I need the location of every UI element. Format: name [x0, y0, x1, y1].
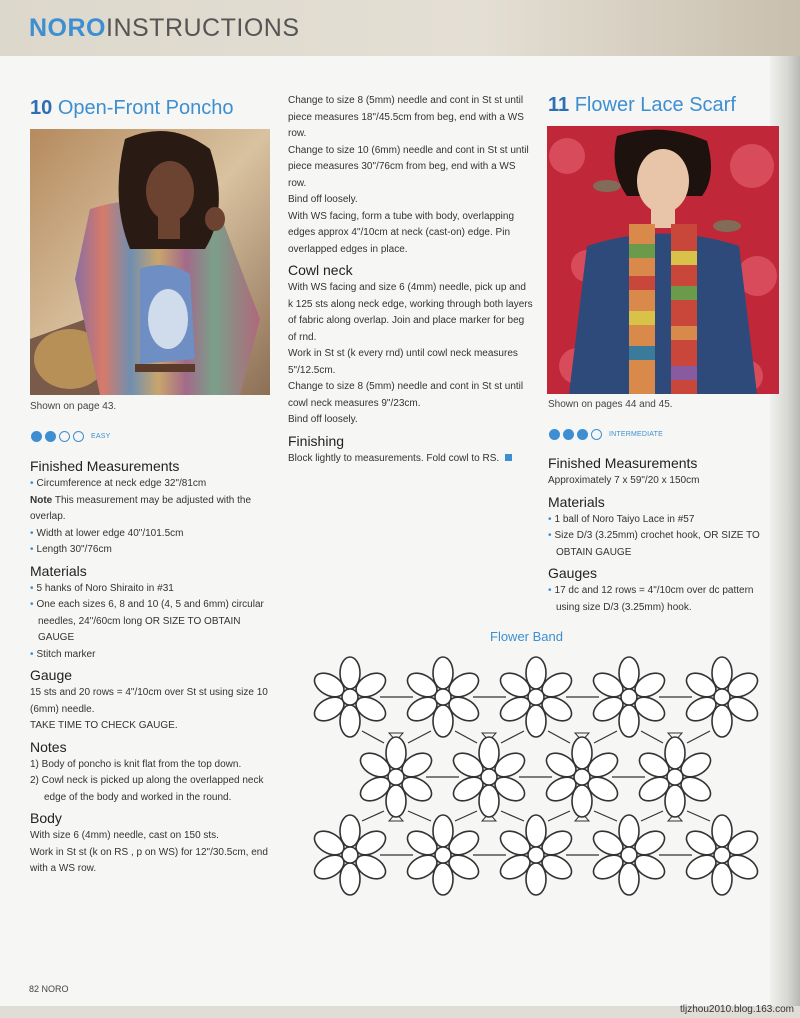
chain-line: [455, 811, 477, 821]
gauge-text: 15 sts and 20 rows = 4"/10cm over St st using size 10 (6mm) needle.: [30, 687, 268, 715]
scarf-photo: [547, 126, 779, 394]
body-heading: Body: [30, 810, 62, 826]
flower-center-icon: [342, 847, 358, 863]
measurement-note: Note This measurement may be adjusted with the overlap.: [30, 494, 252, 522]
project2-column: [548, 451, 773, 616]
skill-dot-empty: [73, 431, 84, 442]
flower-band-diagram: [300, 650, 770, 910]
poncho-photo: [30, 129, 270, 395]
brand-logo: NOROINSTRUCTIONS: [29, 14, 300, 42]
note-item: 2) Cowl neck is picked up along the overlapped neck edge of the body and worked in the round.: [30, 775, 264, 803]
measurement-item: • Width at lower edge 40"/101.5cm: [30, 526, 275, 543]
chain-line: [362, 731, 384, 743]
measurement-item: • Length 30"/76cm: [30, 542, 275, 559]
finishing-heading: Finishing: [288, 432, 345, 449]
flower-center-icon: [388, 769, 404, 785]
material-item: • 5 hanks of Noro Shiraito in #31: [30, 581, 275, 598]
page-footer: 82 NORO: [29, 984, 69, 994]
skill-dot-filled: [549, 429, 560, 440]
skill-dot-empty: [59, 431, 70, 442]
measurement-item: • Circumference at neck edge 32"/81cm: [30, 476, 275, 493]
project2-caption: Shown on pages 44 and 45.: [548, 399, 673, 410]
body-step: With WS facing, form a tube with body, overlapping edges approx 4"/10cm at neck (cast-on) edge. Pin overlapped edges in place.: [288, 210, 515, 255]
cowl-step: Work in St st (k every rnd) until cowl neck measures 5"/12.5cm.: [288, 348, 518, 376]
project2-skill-level: INTERMEDIATE: [549, 429, 663, 440]
chain-line: [687, 731, 710, 743]
gauge-heading: Gauge: [30, 667, 73, 683]
material-item: • Stitch marker: [30, 647, 275, 664]
body-step: Bind off loosely.: [288, 194, 358, 205]
materials-heading: Materials: [30, 562, 87, 579]
project1-title: 10 Open-Front Poncho: [30, 97, 234, 119]
flower-center-icon: [528, 689, 544, 705]
chain-line: [501, 811, 524, 821]
cowl-step: With WS facing and size 6 (4mm) needle, pick up and k 125 sts along neck edge, working through both layers of fabric along overlap. Join and place marker for beg of rnd.: [288, 282, 533, 343]
scarf-photo-illustration: [547, 126, 779, 394]
cowl-step: Change to size 8 (5mm) needle and cont in St st until cowl neck measures 9"/23cm.: [288, 381, 524, 409]
flower-center-icon: [621, 689, 637, 705]
cowl-step: Bind off loosely.: [288, 414, 358, 425]
chain-line: [548, 731, 570, 743]
flower-center-icon: [621, 847, 637, 863]
flower-center-icon: [714, 847, 730, 863]
finished-measurements-heading: Finished Measurements: [30, 458, 180, 474]
project1-caption: Shown on page 43.: [30, 401, 117, 412]
chain-line: [408, 811, 431, 821]
project1-skill-level: EASY: [31, 431, 110, 442]
skill-dot-filled: [31, 431, 42, 442]
flower-center-icon: [667, 769, 683, 785]
material-item: • 1 ball of Noro Taiyo Lace in #57: [548, 512, 773, 529]
finishing-text: Block lightly to measurements. Fold cowl to RS.: [288, 451, 533, 468]
chain-line: [501, 731, 524, 743]
chain-line: [362, 811, 384, 821]
gauge-check: TAKE TIME TO CHECK GAUGE.: [30, 720, 178, 731]
skill-dot-filled: [563, 429, 574, 440]
chain-line: [455, 731, 477, 743]
end-mark-icon: [505, 454, 512, 461]
gauges-heading: Gauges: [548, 565, 598, 581]
chain-line: [594, 811, 617, 821]
measurement-text: Approximately 7 x 59"/20 x 150cm: [548, 475, 700, 486]
body-step: Change to size 10 (6mm) needle and cont in St st until piece measures 30"/76cm from beg, end with a WS row.: [288, 144, 529, 189]
cowl-neck-heading: Cowl neck: [288, 262, 353, 278]
finished-measurements-heading: Finished Measurements: [548, 455, 698, 471]
flower-center-icon: [481, 769, 497, 785]
gauge-item: • 17 dc and 12 rows = 4"/10cm over dc pattern using size D/3 (3.25mm) hook.: [548, 583, 773, 616]
body-step: With size 6 (4mm) needle, cast on 150 sts.: [30, 830, 219, 841]
flower-center-icon: [435, 847, 451, 863]
project2-title: 11 Flower Lace Scarf: [548, 94, 736, 116]
materials-heading: Materials: [548, 493, 605, 510]
body-step: Change to size 8 (5mm) needle and cont in St st until piece measures 18"/45.5cm from beg, end with a WS row.: [288, 95, 524, 139]
skill-dot-filled: [577, 429, 588, 440]
diagram-title: Flower Band: [490, 629, 563, 644]
chain-line: [641, 731, 663, 743]
material-item: • One each sizes 6, 8 and 10 (4, 5 and 6mm) circular needles, 24"/60cm long OR SIZE TO OBTAIN GAUGE: [30, 597, 275, 647]
chain-line: [408, 731, 431, 743]
chain-line: [594, 731, 617, 743]
chain-line: [687, 811, 710, 821]
project1-column-2: [288, 93, 533, 467]
chain-line: [548, 811, 570, 821]
material-item: • Size D/3 (3.25mm) crochet hook, OR SIZE TO OBTAIN GAUGE: [548, 528, 773, 561]
chain-line: [641, 811, 663, 821]
flower-center-icon: [574, 769, 590, 785]
body-step: Work in St st (k on RS , p on WS) for 12"/30.5cm, end with a WS row.: [30, 846, 268, 874]
watermark: tljzhou2010.blog.163.com: [680, 1004, 794, 1015]
flower-center-icon: [342, 689, 358, 705]
skill-dot-filled: [45, 431, 56, 442]
skill-dot-empty: [591, 429, 602, 440]
flower-center-icon: [435, 689, 451, 705]
poncho-photo-illustration: [30, 129, 270, 395]
flower-center-icon: [528, 847, 544, 863]
flower-center-icon: [714, 689, 730, 705]
project1-column-1: [30, 454, 275, 878]
note-item: 1) Body of poncho is knit flat from the top down.: [30, 758, 242, 770]
notes-heading: Notes: [30, 738, 67, 755]
